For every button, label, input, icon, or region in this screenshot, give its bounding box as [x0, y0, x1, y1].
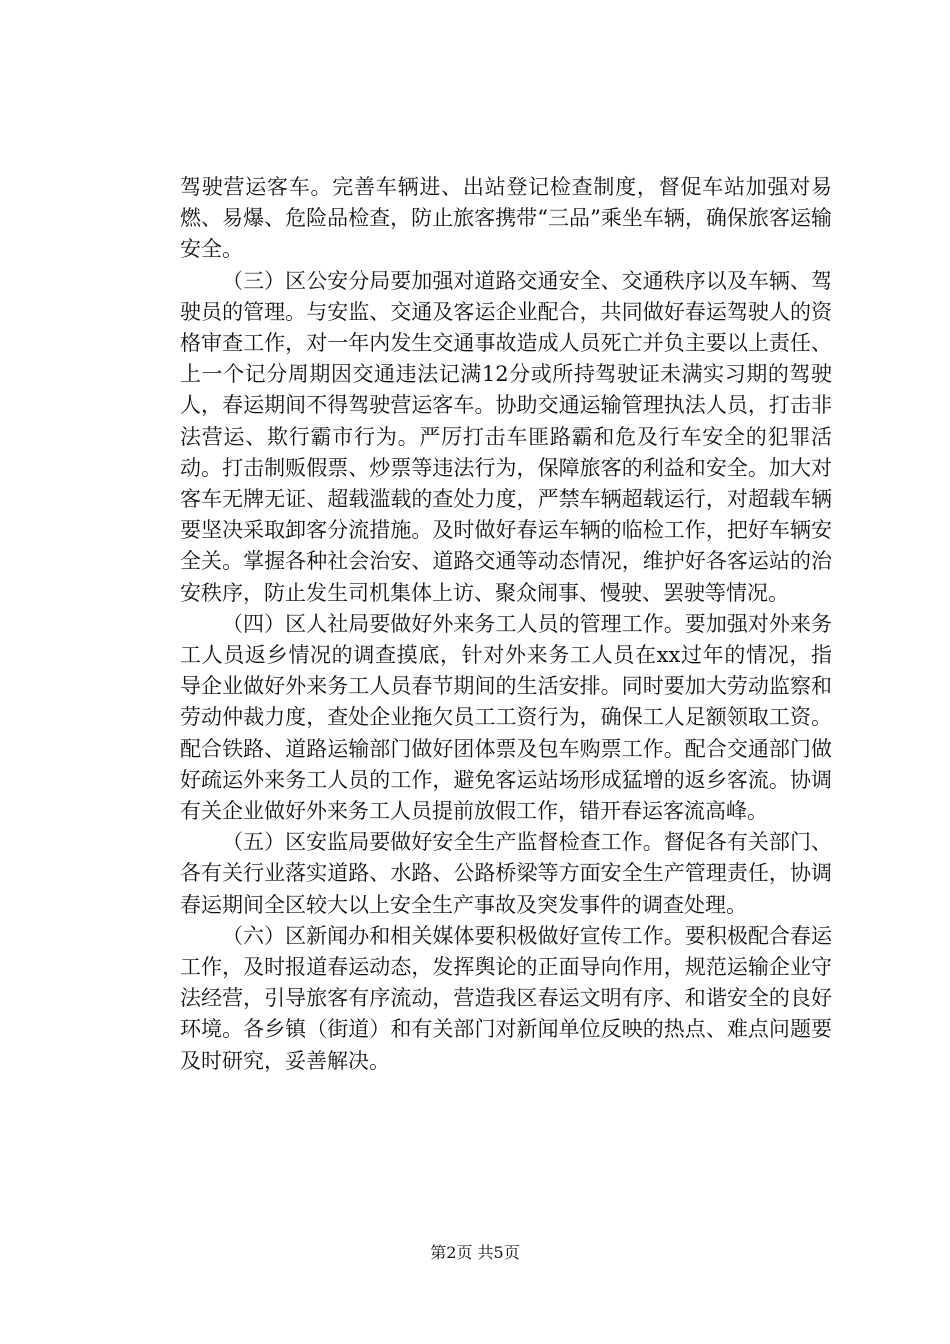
document-body	[180, 172, 832, 1077]
paragraph-section-3: （三）区公安分局要加强对道路交通安全、交通秩序以及车辆、驾驶员的管理。与安监、交通及客运企业配合，共同做好春运驾驶人的资格审查工作，对一年内发生交通事故造成人员死亡并负主要以上责任、上一个记分周期因交通违法记满12分或所持驾驶证未满实习期的驾驶人，春运期间不得驾驶营运客车。协助交通运输管理执法人员，打击非法营运、欺行霸市行为。严厉打击车匪路霸和危及行车安全的犯罪活动。打击制贩假票、炒票等违法行为，保障旅客的利益和安全。加大对客车无牌无证、超载滥载的查处力度，严禁车辆超载运行，对超载车辆要坚决采取卸客分流措施。及时做好春运车辆的临检工作，把好车辆安全关。掌握各种社会治安、道路交通等动态情况，维护好各客运站的治安秩序，防止发生司机集体上访、聚众闹事、慢驶、罢驶等情况。	[180, 268, 832, 605]
paragraph-section-6: （六）区新闻办和相关媒体要积极做好宣传工作。要积极配合春运工作，及时报道春运动态，发挥舆论的正面导向作用，规范运输企业守法经营，引导旅客有序流动，营造我区春运文明有序、和谐安全的良好环境。各乡镇（街道）和有关部门对新闻单位反映的热点、难点问题要及时研究，妥善解决。	[180, 923, 832, 1073]
paragraph-continuation: 驾驶营运客车。完善车辆进、出站登记检查制度，督促车站加强对易燃、易爆、危险品检查，防止旅客携带“三品”乘坐车辆，确保旅客运输安全。	[180, 175, 832, 262]
page-number-footer: 第2页 共5页	[430, 1243, 520, 1262]
paragraph-section-4: （四）区人社局要做好外来务工人员的管理工作。要加强对外来务工人员返乡情况的调查摸底，针对外来务工人员在xx过年的情况，指导企业做好外来务工人员春节期间的生活安排。同时要加大劳动监察和劳动仲裁力度，查处企业拖欠员工工资行为，确保工人足额领取工资。配合铁路、道路运输部门做好团体票及包车购票工作。配合交通部门做好疏运外来务工人员的工作，避免客运站场形成猛增的返乡客流。协调有关企业做好外来务工人员提前放假工作，错开春运客流高峰。	[180, 611, 832, 824]
paragraph-section-5: （五）区安监局要做好安全生产监督检查工作。督促各有关部门、各有关行业落实道路、水路、公路桥梁等方面安全生产管理责任，协调春运期间全区较大以上安全生产事故及突发事件的调查处理。	[180, 830, 832, 917]
